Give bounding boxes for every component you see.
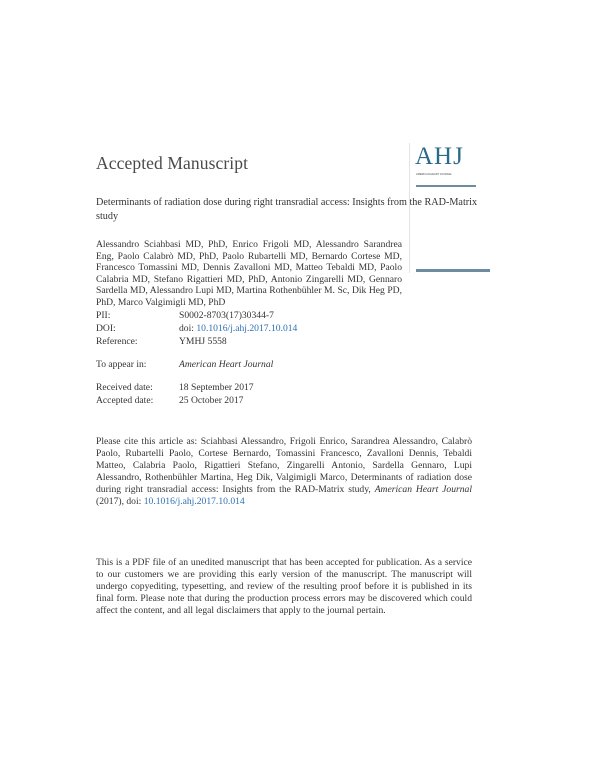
journal-cover-subtitle: AMERICAN HEART JOURNAL <box>416 173 452 176</box>
article-title: Determinants of radiation dose during right transradial access: Insights from the RAD-Matrix study <box>96 197 478 222</box>
author-list: Alessandro Sciahbasi MD, PhD, Enrico Frigoli MD, Alessandro Sarandrea Eng, Paolo Calabrò MD, PhD, Paolo Rubartelli MD, Bernardo Cortese MD, Francesco Tomassini MD, Dennis Zavalloni MD, Matteo Tebaldi MD, Paolo Calabria MD, Stefano Rigattieri MD, PhD, Antonio Zingarelli MD, Gennaro Sardella MD, Alessandro Lupi MD, Martina Rothenbühler M. Sc, Dik Heg PD, PhD, Marco Valgimigli MD, PhD <box>96 239 402 308</box>
doi-value <box>179 323 297 335</box>
reference-label: Reference: <box>96 336 138 347</box>
doi-prefix: doi: <box>179 323 194 334</box>
received-value: 18 September 2017 <box>179 382 254 393</box>
appear-in-value: American Heart Journal <box>179 359 274 370</box>
accepted-value: 25 October 2017 <box>179 395 244 406</box>
citation-paragraph <box>96 436 472 508</box>
doi-label: DOI: <box>96 323 116 334</box>
citation-text: Please cite this article as: Sciahbasi Alessandro, Frigoli Enrico, Sarandrea Alessandro, Calabrò Paolo, Rubartelli Paolo, Cortese Bernardo, Tomassini Francesco, Zavalloni Dennis, Tebaldi Matteo, Calabria Paolo, Rigattieri Stefano, Zingarelli Antonio, Sardella Gennaro, Lupi Alessandro, Rothenbühler Martina, Heg Dik, Valgimigli Marco, Determinants of radiation dose during right transradial access: Insights from the RAD-Matrix study, <box>96 436 472 495</box>
accepted-label: Accepted date: <box>96 395 154 406</box>
disclaimer-paragraph: This is a PDF file of an unedited manuscript that has been accepted for publication. As a service to our customers we are providing this early version of the manuscript. The manuscript will undergo copyediting, typesetting, and review of the resulting proof before it is published in its final form. Please note that during the production process errors may be discovered which could affect the content, and all legal disclaimers that apply to the journal pertain. <box>96 557 472 616</box>
page-title: Accepted Manuscript <box>96 153 249 173</box>
cover-bottom-bar <box>416 269 490 272</box>
pii-value: S0002-8703(17)30344-7 <box>179 310 274 321</box>
citation-year-doi: (2017), doi: <box>96 496 142 507</box>
cover-rule <box>416 185 476 187</box>
journal-logo: AHJ <box>415 143 464 170</box>
received-label: Received date: <box>96 382 153 393</box>
pii-label: PII: <box>96 310 111 321</box>
citation-doi-link[interactable]: 10.1016/j.ahj.2017.10.014 <box>143 496 245 507</box>
appear-in-label: To appear in: <box>96 359 147 370</box>
citation-journal: American Heart Journal <box>374 484 472 495</box>
reference-value: YMHJ 5558 <box>179 336 227 347</box>
doi-link[interactable]: 10.1016/j.ahj.2017.10.014 <box>196 323 298 334</box>
